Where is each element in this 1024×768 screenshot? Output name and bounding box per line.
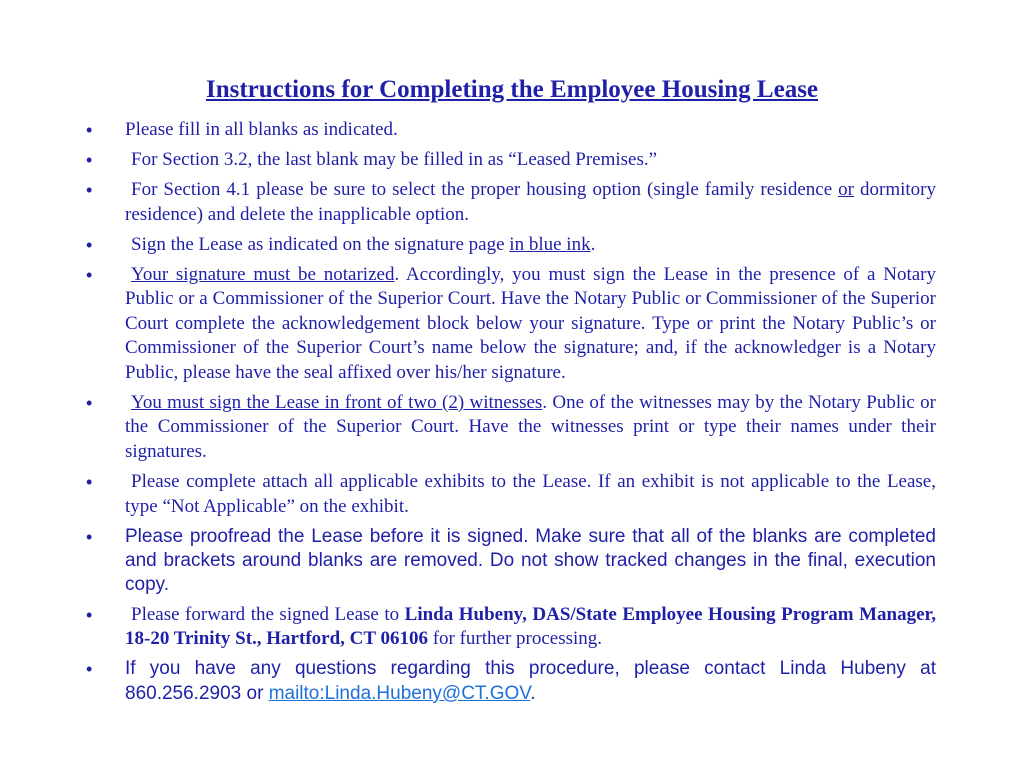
bullet-icon: • bbox=[86, 659, 93, 680]
item-text: . bbox=[530, 682, 536, 704]
bullet-icon: • bbox=[86, 179, 93, 200]
list-item bbox=[0, 118, 936, 143]
item-text: . Accordingly, you must sign the Lease in the presence of a Notary Public or a Commissioner of the Superior Court. Have the Notary Public or Commissioner of the Superior Court complete the acknowledgement block below your signature. Type or print the Notary Public’s or Commissioner of the Superior Court’s name below the signature; and, if the acknowledger is a Notary Public, please have the seal affixed over his/her signature. bbox=[125, 263, 936, 383]
item-text: Please forward the signed Lease to bbox=[131, 603, 405, 625]
bullet-icon: • bbox=[86, 149, 93, 170]
list-item bbox=[0, 233, 936, 258]
item-text: . One of the witnesses may by the Notary Public or the Commissioner of the Superior Court. Have the witnesses print or type their names under their signatures. bbox=[125, 391, 936, 463]
instruction-list bbox=[0, 118, 1024, 711]
bullet-icon: • bbox=[86, 526, 93, 547]
bullet-icon: • bbox=[86, 604, 93, 625]
item-underline: in blue ink bbox=[509, 233, 591, 255]
list-item bbox=[0, 603, 936, 652]
item-text: For Section 4.1 please be sure to select the proper housing option (single family residence bbox=[131, 178, 839, 200]
item-text: If you have any questions regarding this procedure, please contact Linda Hubeny at 860.256.2903 or bbox=[125, 658, 936, 704]
item-underline: You must sign the Lease in front of two (2) witnesses bbox=[131, 391, 543, 413]
list-item bbox=[0, 525, 936, 598]
page-title: Instructions for Completing the Employee Housing Lease bbox=[205, 76, 819, 103]
item-text: dormitory residence) and delete the inapplicable option. bbox=[125, 178, 936, 225]
contact-address: Linda Hubeny, DAS/State Employee Housing Program Manager, 18-20 Trinity St., Hartford, CT 06106 bbox=[125, 603, 936, 650]
item-underline: Your signature must be notarized bbox=[131, 263, 395, 285]
item-text: Sign the Lease as indicated on the signature page bbox=[131, 233, 510, 255]
item-text: Please proofread the Lease before it is signed. Make sure that all of the blanks are completed and brackets around blanks are removed. Do not show tracked changes in the final, execution copy. bbox=[125, 525, 936, 596]
bullet-icon: • bbox=[86, 234, 93, 255]
item-text: For Section 3.2, the last blank may be filled in as “Leased Premises.” bbox=[131, 148, 658, 170]
list-item bbox=[0, 391, 936, 465]
list-item bbox=[0, 148, 936, 173]
item-underline: or bbox=[838, 178, 854, 200]
bullet-icon: • bbox=[86, 264, 93, 285]
bullet-icon: • bbox=[86, 392, 93, 413]
list-item bbox=[0, 657, 936, 706]
list-item bbox=[0, 263, 936, 386]
item-text: . bbox=[590, 233, 596, 255]
list-item bbox=[0, 178, 936, 227]
bullet-icon: • bbox=[86, 120, 93, 140]
item-text: Please complete attach all applicable exhibits to the Lease. If an exhibit is not applicable to the Lease, type “Not Applicable” on the exhibit. bbox=[125, 471, 936, 517]
list-item bbox=[0, 470, 936, 519]
item-text: Please fill in all blanks as indicated. bbox=[125, 119, 398, 140]
bullet-icon: • bbox=[86, 472, 93, 493]
email-link[interactable]: mailto:Linda.Hubeny@CT.GOV bbox=[268, 682, 531, 704]
item-text: for further processing. bbox=[427, 628, 603, 650]
